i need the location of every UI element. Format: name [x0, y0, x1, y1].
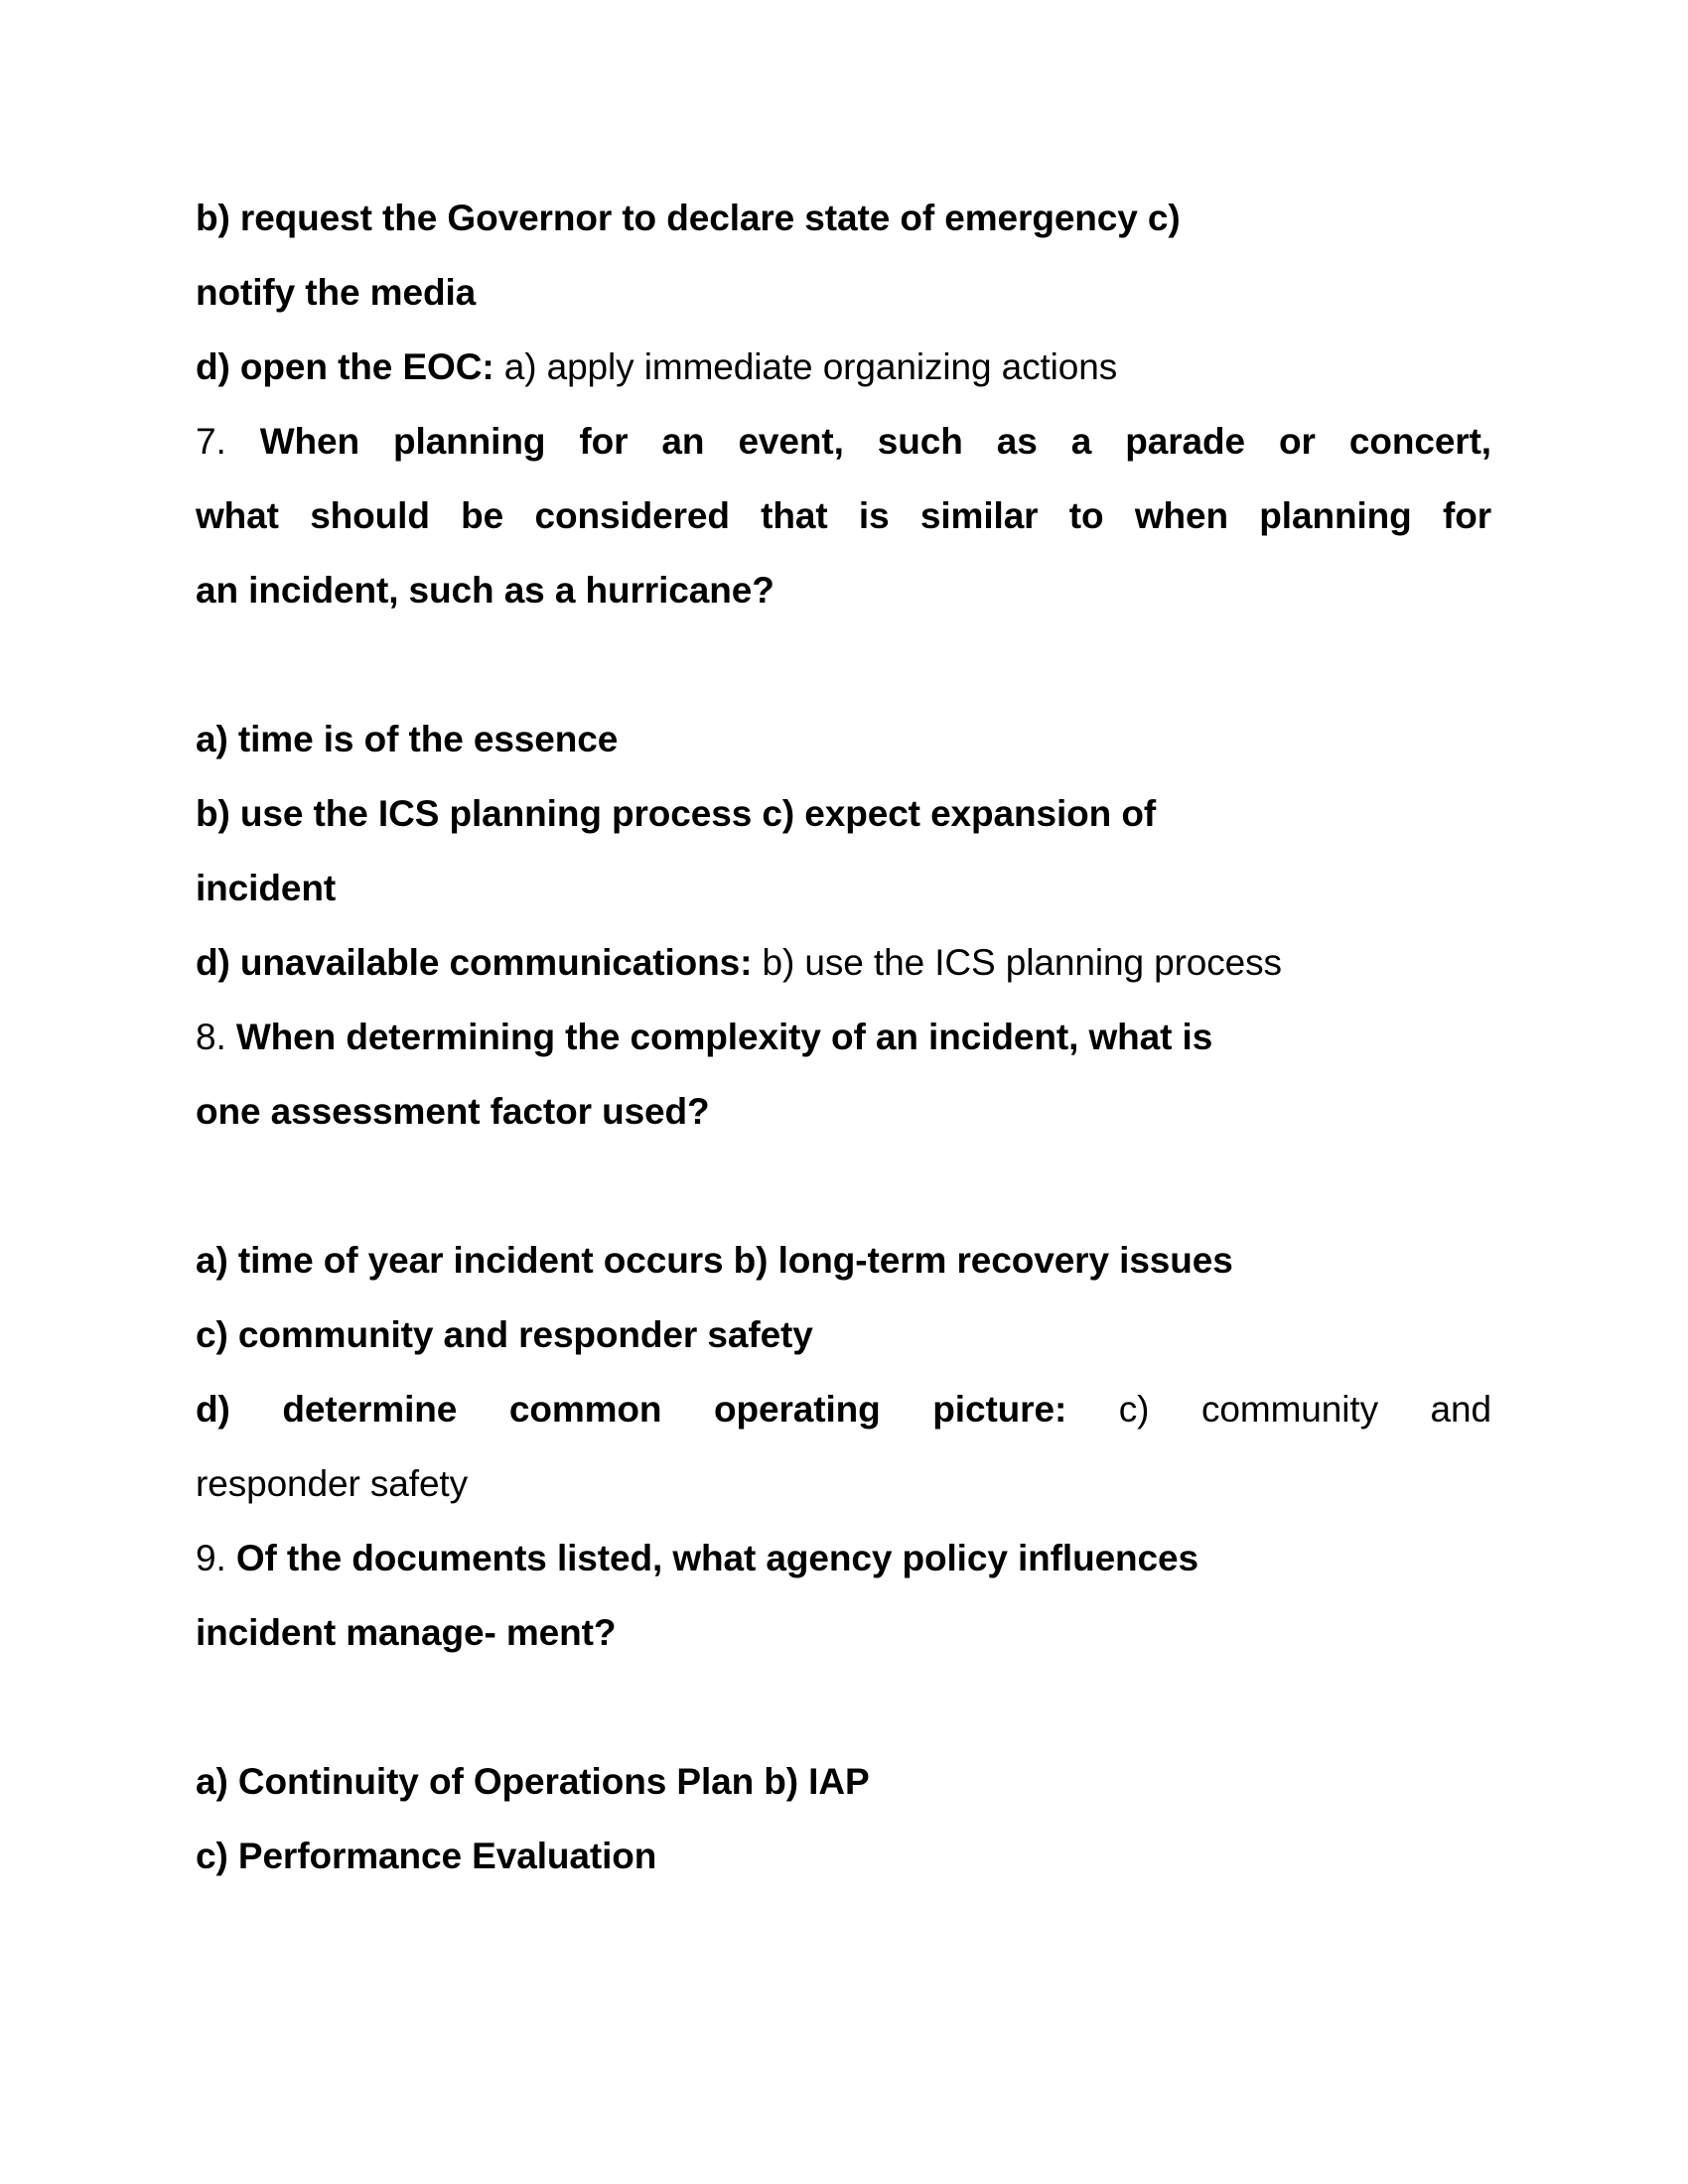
blank-line	[196, 627, 1491, 702]
blank-line	[196, 1149, 1491, 1223]
text-line	[196, 404, 1491, 478]
text-line	[196, 478, 1491, 553]
bold-text-run: a) time of year incident occurs b) long-term recovery issues	[196, 1240, 1233, 1281]
bold-text-run: incident manage- ment?	[196, 1612, 617, 1653]
bold-text-run: one assessment factor used?	[196, 1091, 710, 1132]
text-line	[196, 1372, 1491, 1446]
bold-text-run: c) Performance Evaluation	[196, 1836, 657, 1876]
text-block	[196, 1000, 1491, 1223]
regular-text-run: 8.	[196, 1017, 236, 1057]
document-text-column	[196, 181, 1491, 1893]
bold-text-run: b) use the ICS planning process c) expect expansion of	[196, 793, 1157, 834]
bold-text-run: a) Continuity of Operations Plan b) IAP	[196, 1761, 870, 1802]
text-line	[196, 776, 1491, 851]
text-block	[196, 702, 1491, 1000]
regular-text-run: c) community and	[1066, 1389, 1491, 1430]
text-line	[196, 553, 1491, 627]
text-line	[196, 1446, 1491, 1521]
blank-line	[196, 1670, 1491, 1744]
text-line	[196, 181, 1491, 255]
text-line	[196, 1521, 1491, 1595]
text-line	[196, 255, 1491, 330]
regular-text-run: 7.	[196, 421, 260, 462]
bold-text-run: d) open the EOC:	[196, 346, 494, 387]
text-line	[196, 925, 1491, 1000]
regular-text-run: 9.	[196, 1538, 236, 1578]
text-block	[196, 1521, 1491, 1744]
text-block	[196, 404, 1491, 702]
regular-text-run: responder safety	[196, 1463, 469, 1504]
text-line	[196, 1819, 1491, 1893]
bold-text-run: d) determine common operating picture:	[196, 1389, 1067, 1430]
regular-text-run: a) apply immediate organizing actions	[493, 346, 1118, 387]
bold-text-run: incident	[196, 868, 337, 908]
bold-text-run: what should be considered that is similar to when planning for	[196, 495, 1491, 536]
bold-text-run: Of the documents listed, what agency policy influences	[235, 1538, 1198, 1578]
text-line	[196, 1595, 1491, 1670]
text-block	[196, 1223, 1491, 1521]
bold-text-run: an incident, such as a hurricane?	[196, 570, 774, 611]
bold-text-run: When planning for an event, such as a parade or concert,	[259, 421, 1491, 462]
text-line	[196, 1223, 1491, 1297]
text-line	[196, 1074, 1491, 1149]
text-line	[196, 702, 1491, 776]
bold-text-run: d) unavailable communications:	[196, 942, 753, 983]
text-block	[196, 181, 1491, 404]
bold-text-run: c) community and responder safety	[196, 1314, 813, 1355]
bold-text-run: b) request the Governor to declare state of emergency c)	[196, 198, 1181, 238]
text-line	[196, 330, 1491, 404]
bold-text-run: notify the media	[196, 272, 477, 313]
text-line	[196, 851, 1491, 925]
text-line	[196, 1744, 1491, 1819]
text-line	[196, 1297, 1491, 1372]
text-line	[196, 1000, 1491, 1074]
bold-text-run: a) time is of the essence	[196, 719, 619, 759]
regular-text-run: b) use the ICS planning process	[752, 942, 1282, 983]
bold-text-run: When determining the complexity of an incident, what is	[235, 1017, 1213, 1057]
text-block	[196, 1744, 1491, 1893]
